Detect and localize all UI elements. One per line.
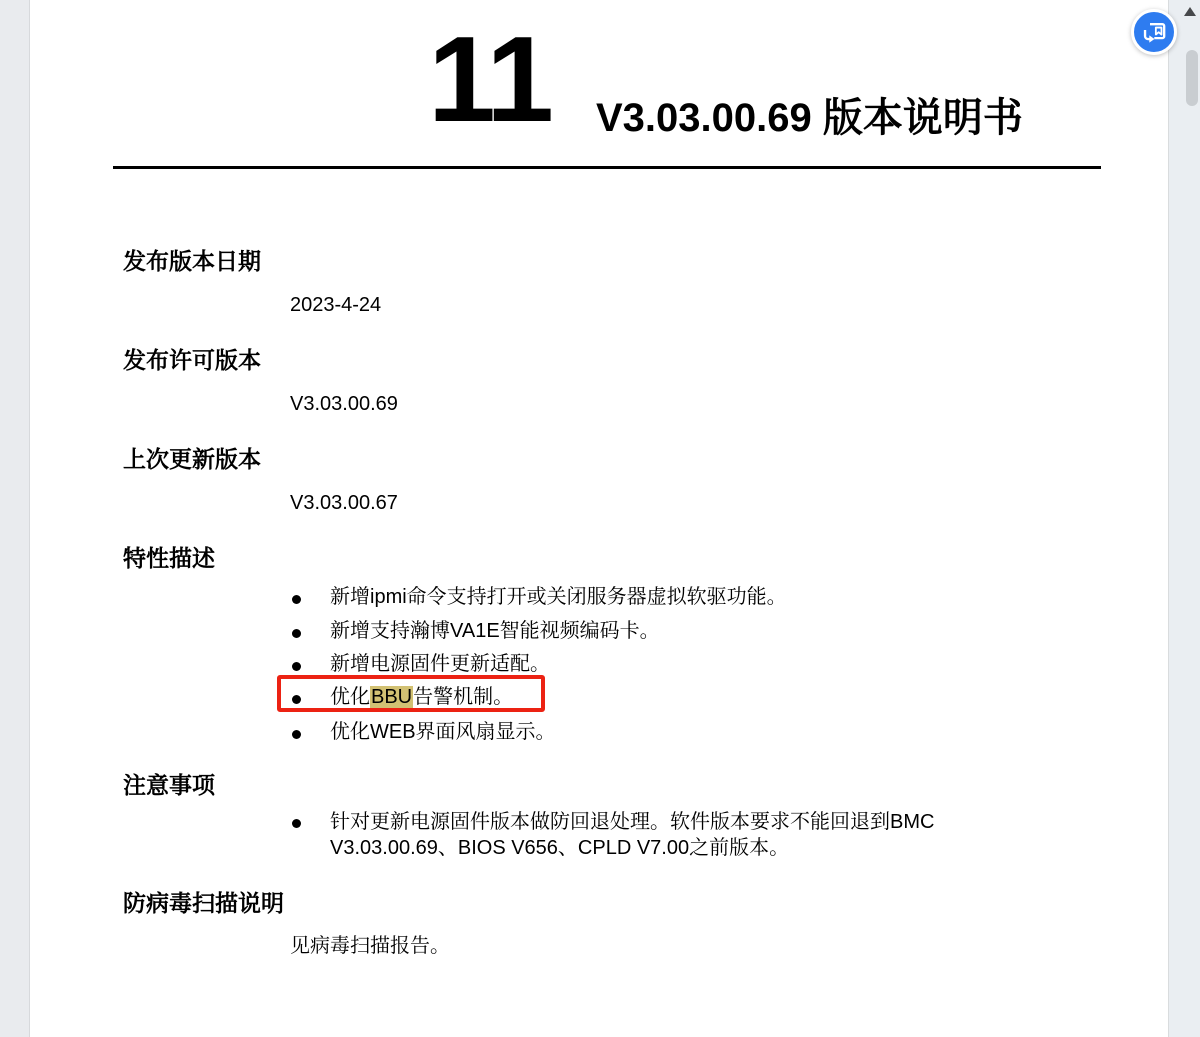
bullet-icon: [292, 662, 301, 671]
bullet-icon: [292, 629, 301, 638]
feature-item: 新增ipmi命令支持打开或关闭服务器虚拟软驱功能。: [330, 586, 787, 608]
section-heading-notes: 注意事项: [123, 772, 215, 798]
antivirus-value: 见病毒扫描报告。: [290, 935, 450, 957]
bullet-icon: [292, 595, 301, 604]
red-annotation-box: [277, 675, 545, 712]
feature-bbu-suffix: 告警机制。: [413, 686, 514, 708]
bullet-icon: [292, 819, 301, 828]
feature-item: 优化WEB界面风扇显示。: [330, 721, 556, 743]
chapter-number: 11: [428, 11, 551, 147]
feature-item: 新增支持瀚博VA1E智能视频编码卡。: [330, 620, 660, 642]
scrollbar-track[interactable]: [1168, 0, 1200, 1037]
previous-version-value: V3.03.00.67: [290, 492, 398, 514]
feature-item: 新增电源固件更新适配。: [330, 653, 550, 675]
section-heading-antivirus: 防病毒扫描说明: [123, 890, 284, 916]
title-rule: [113, 166, 1101, 169]
section-heading-licensed-version: 发布许可版本: [123, 347, 261, 373]
immersive-translate-icon: [1141, 19, 1168, 46]
notes-item: [330, 809, 970, 861]
section-heading-release-date: 发布版本日期: [123, 248, 261, 274]
scrollbar-up-arrow-icon[interactable]: [1184, 7, 1196, 16]
bullet-icon: [292, 730, 301, 739]
scrollbar-thumb[interactable]: [1186, 50, 1198, 106]
search-highlight-bbu: BBU: [371, 686, 413, 708]
translate-extension-button[interactable]: [1131, 9, 1177, 55]
section-heading-features: 特性描述: [123, 545, 215, 571]
window-left-strip: [0, 0, 30, 1037]
feature-bbu-prefix: 优化: [330, 686, 370, 708]
section-heading-previous-version: 上次更新版本: [123, 446, 261, 472]
notes-item-line2: V3.03.00.69、BIOS V656、CPLD V7.00之前版本。: [330, 837, 790, 859]
release-date-value: 2023-4-24: [290, 294, 382, 316]
document-title: V3.03.00.69 版本说明书: [596, 96, 1023, 140]
licensed-version-value: V3.03.00.69: [290, 393, 398, 415]
notes-item-line1: 针对更新电源固件版本做防回退处理。软件版本要求不能回退到BMC: [330, 811, 935, 833]
